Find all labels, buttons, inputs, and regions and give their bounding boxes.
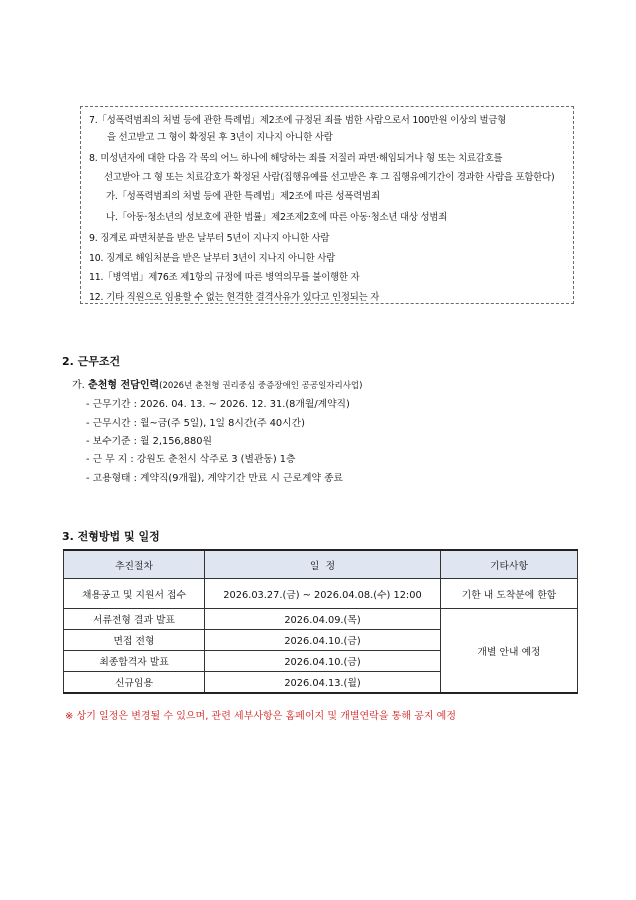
disqualification-item-7-cont: 을 선고받고 그 형이 확정된 후 3년이 지나지 아니한 사람 xyxy=(107,132,333,143)
row-date: 2026.04.09.(목) xyxy=(205,609,441,630)
disqualification-item-8-cont: 선고받아 그 형 또는 치료감호가 확정된 사람(집행유예를 선고받은 후 그 집행유예기간이 경과한 사람을 포함한다) xyxy=(104,172,555,183)
disqualification-item-12: 12. 기타 직원으로 임용할 수 없는 현격한 결격사유가 있다고 인정되는 자 xyxy=(89,292,380,303)
work-group-prefix: 가. xyxy=(72,380,85,391)
disqualification-item-7: 7.「성폭력범죄의 처벌 등에 관한 특례법」제2조에 규정된 죄를 범한 사람으로서 100만원 이상의 벌금형 xyxy=(89,115,507,126)
condition-location: - 근 무 지 : 강원도 춘천시 삭주로 3 (별관동) 1층 xyxy=(86,454,296,465)
row-step: 서류전형 결과 발표 xyxy=(64,609,205,630)
table-row xyxy=(64,609,578,630)
row-step: 채용공고 및 지원서 접수 xyxy=(64,579,205,609)
work-group-name: 춘천형 전담인력 xyxy=(88,380,160,391)
schedule-change-notice: ※ 상기 일정은 변경될 수 있으며, 관련 세부사항은 홈페이지 및 개별연락을 통해 공지 예정 xyxy=(65,711,456,722)
row-date: 2026.04.13.(월) xyxy=(205,672,441,694)
disqualification-item-10: 10. 징계로 해임처분을 받은 날부터 3년이 지나지 아니한 사람 xyxy=(89,253,336,264)
disqualification-item-11: 11.「병역법」제76조 제1항의 규정에 따른 병역의무를 불이행한 자 xyxy=(89,272,360,283)
row-remark: 기한 내 도착분에 한함 xyxy=(441,579,578,609)
section-selection-title: 3. 전형방법 및 일정 xyxy=(62,530,160,543)
row-step: 신규임용 xyxy=(64,672,205,694)
row-date: 2026.04.10.(금) xyxy=(205,651,441,672)
section-work-conditions-title: 2. 근무조건 xyxy=(62,355,121,368)
row-remark-merged: 개별 안내 예정 xyxy=(441,609,578,694)
header-remark: 기타사항 xyxy=(441,550,578,579)
row-step: 면접 전형 xyxy=(64,630,205,651)
table-row xyxy=(64,579,578,609)
condition-employment-type: - 고용형태 : 계약직(9개월), 계약기간 만료 시 근로계약 종료 xyxy=(86,473,343,484)
header-date: 일 정 xyxy=(205,550,441,579)
disqualification-item-8-ga: 가.「성폭력범죄의 처벌 등에 관한 특례법」제2조에 따른 성폭력범죄 xyxy=(106,191,380,202)
work-group-heading xyxy=(72,376,362,391)
condition-salary: - 보수기준 : 월 2,156,880원 xyxy=(86,436,212,447)
schedule-header-row xyxy=(64,550,578,579)
disqualification-item-8-na: 나.「아동·청소년의 성보호에 관한 법률」제2조제2호에 따른 아동·청소년 대상 성범죄 xyxy=(106,212,448,223)
row-date: 2026.04.10.(금) xyxy=(205,630,441,651)
schedule-table xyxy=(63,549,578,694)
work-group-note: (2026년 춘천형 권리중심 중증장애인 공공일자리사업) xyxy=(159,381,363,391)
condition-period: - 근무기간 : 2026. 04. 13. ~ 2026. 12. 31.(8개월/계약직) xyxy=(86,399,350,410)
condition-hours: - 근무시간 : 월~금(주 5일), 1일 8시간(주 40시간) xyxy=(86,418,305,429)
disqualification-item-8: 8. 미성년자에 대한 다음 각 목의 어느 하나에 해당하는 죄를 저질러 파면·해임되거나 형 또는 치료감호를 xyxy=(89,153,503,164)
disqualification-item-9: 9. 징계로 파면처분을 받은 날부터 5년이 지나지 아니한 사람 xyxy=(89,233,330,244)
row-step: 최종합격자 발표 xyxy=(64,651,205,672)
header-step: 추진절차 xyxy=(64,550,205,579)
row-date: 2026.03.27.(금) ~ 2026.04.08.(수) 12:00 xyxy=(205,579,441,609)
